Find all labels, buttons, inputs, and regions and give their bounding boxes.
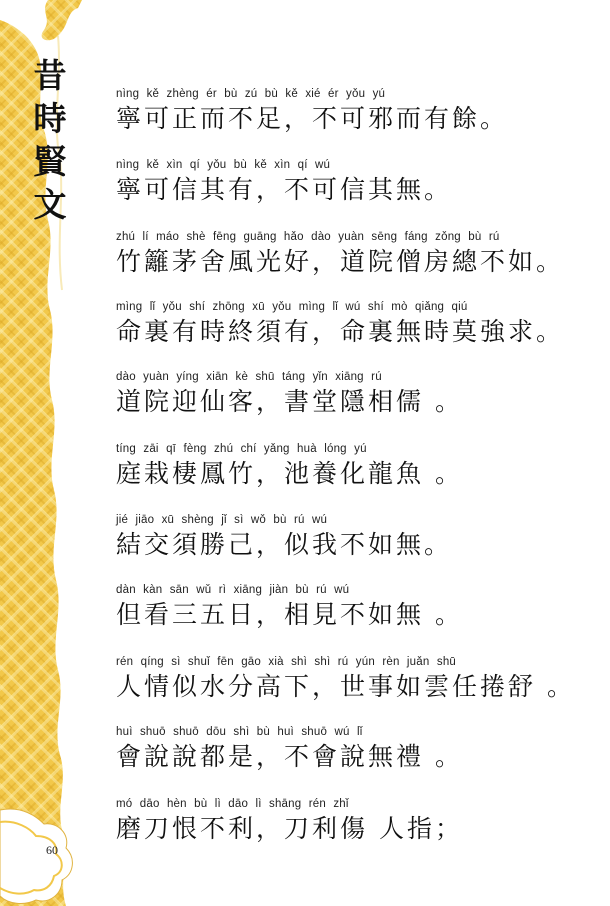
verse-5 <box>116 369 463 418</box>
pinyin-line: nìng kě zhèng ér bù zú bù kě xié ér yǒu yú <box>116 88 386 100</box>
pinyin-line: jié jiāo xū shèng jǐ sì wǒ bù rú wú <box>116 514 328 526</box>
pinyin-line: tíng zāi qī fèng zhú chí yǎng huà lóng yú <box>116 443 367 455</box>
verse-10 <box>116 724 463 773</box>
chinese-line: 會說說都是，不會說無禮 。 <box>116 742 463 771</box>
verse-7 <box>116 512 452 561</box>
chinese-line: 道院迎仙客，書堂隱相儒 。 <box>116 387 463 416</box>
pinyin-line: huì shuō shuō dōu shì bù huì shuō wú lǐ <box>116 726 363 738</box>
verse-4 <box>116 299 564 348</box>
chinese-line: 寧可信其有，不可信其無。 <box>116 175 453 204</box>
pinyin-line: mó dāo hèn bù lì dāo lì shāng rén zhǐ <box>116 798 349 810</box>
pinyin-line: nìng kě xìn qí yǒu bù kě xìn qí wú <box>116 159 331 171</box>
verse-2 <box>116 157 452 206</box>
pinyin-line: zhú lí máo shè fēng guāng hǎo dào yuàn sēng fáng zǒng bù rú <box>116 231 500 243</box>
pinyin-line: rén qíng sì shuǐ fēn gāo xià shì shì rú yún rèn juǎn shū <box>116 656 457 668</box>
verse-8 <box>116 582 463 631</box>
chinese-line: 庭栽棲鳳竹，池養化龍魚 。 <box>116 459 463 488</box>
chinese-line: 人情似水分高下，世事如雲任捲舒 。 <box>116 672 575 701</box>
pinyin-line: dào yuàn yíng xiān kè shū táng yǐn xiāng rú <box>116 371 382 383</box>
chinese-line: 命裏有時終須有，命裏無時莫強求。 <box>116 317 565 346</box>
chinese-line: 寧可正而不足，不可邪而有餘。 <box>116 104 509 133</box>
page-number: 60 <box>46 843 58 857</box>
chinese-line: 結交須勝己，似我不如無。 <box>116 530 453 559</box>
pinyin-line: mìng lǐ yǒu shí zhōng xū yǒu mìng lǐ wú shí mò qiǎng qiú <box>116 301 468 313</box>
verse-1 <box>116 86 508 135</box>
chinese-line: 竹籬茅舍風光好，道院僧房總不如。 <box>116 247 565 276</box>
verse-9 <box>116 654 575 703</box>
page-title: 昔時賢文 <box>33 56 67 224</box>
chinese-line: 磨刀恨不利，刀利傷 人指； <box>116 814 463 843</box>
verse-6 <box>116 441 463 490</box>
verse-3 <box>116 229 564 278</box>
verse-11 <box>116 796 463 845</box>
page-medallion-icon <box>0 800 80 906</box>
pinyin-line: dàn kàn sān wǔ rì xiāng jiàn bù rú wú <box>116 584 350 596</box>
chinese-line: 但看三五日，相見不如無 。 <box>116 600 463 629</box>
